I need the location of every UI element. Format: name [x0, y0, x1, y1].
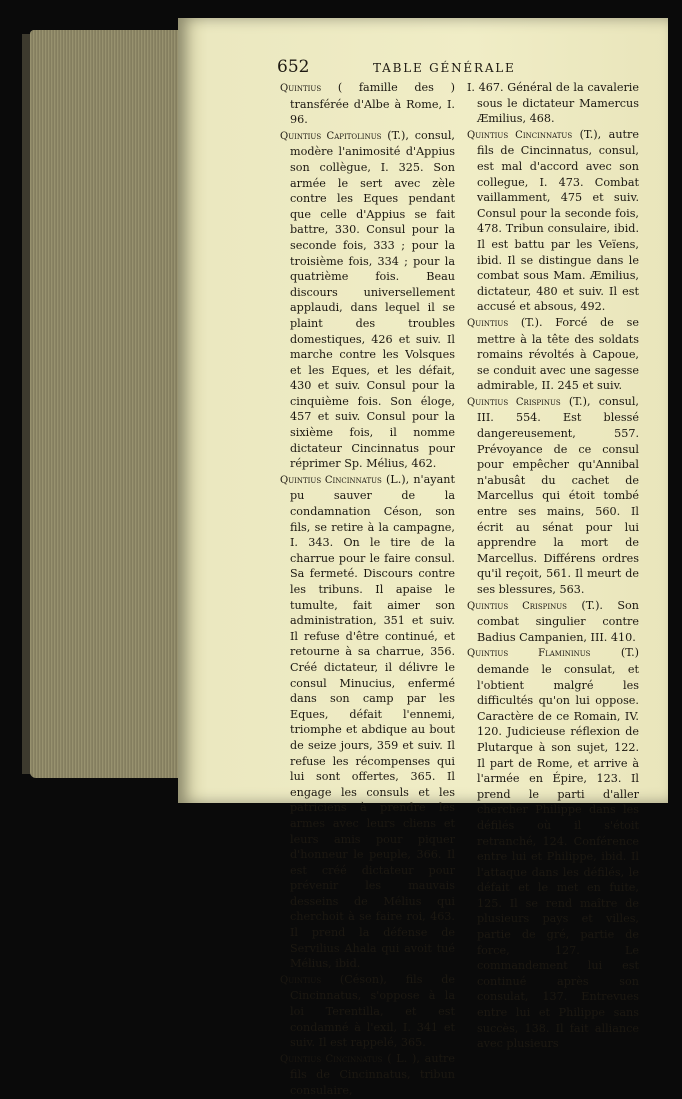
index-column-right [467, 80, 639, 1052]
entry-name: Quintius Cincinnatus [467, 129, 573, 141]
entry-text: ( famille des ) transférée d'Albe à Rome, I. 96. [290, 81, 455, 127]
entry-text: (T.). Forcé de se mettre à la tête des soldats romains révoltés à Capoue, se conduit avec une sagesse admirable, II. 245 et suiv. [477, 315, 640, 393]
entry-text: (L.), n'ayant pu sauver de la condamnation Céson, son fils, se retire à la campagne, I. 343. On le tire de la charrue pour le faire consul. Sa fermeté. Discours contre les tribuns. Il apaise le tumulte, fait aimer son administration, 351 et suiv. Il refuse d'être continué, et retourne à sa charrue, 356. Créé dictateur, il délivre le consul Minucius, enfermé dans son camp par les Eques, défait l'ennemi, triomphe et abdique au bout de seize jours, 359 et suiv. Il refuse les récompenses qui lui sont offertes, 365. Il engage les consuls et les patriciens à prendre les armes avec leurs cliens et leurs amis pour piquer d'honneur le peuple, 366. Il est créé dictateur pour prévenir les mauvais desseins de Mélius qui cherchoit à se faire roi, 463. Il prend la défense de Servilius Ahala qui avoit tué Mélius, ibid. [290, 472, 455, 971]
page-number: 652 [277, 57, 310, 77]
entry-name: Quintius Flamininus [467, 648, 591, 660]
index-entry [467, 394, 639, 598]
entry-name: Quintius Crispinus [467, 396, 561, 408]
index-entry [467, 127, 639, 315]
index-entry [467, 645, 639, 1051]
entry-name: Quintius [467, 317, 509, 329]
entry-name: Quintius Cincinnatus [280, 1053, 383, 1065]
entry-text: I. 467. Général de la cavalerie sous le dictateur Mamercus Æmilius, 468. [467, 81, 639, 126]
entry-text: (T.). Son combat singulier contre Badius Campanien, III. 410. [477, 598, 639, 644]
entry-name: Quintius [280, 83, 322, 94]
entry-name: Quintius [280, 974, 322, 986]
index-entry [467, 80, 639, 127]
entry-text: ( L. ), autre fils de Cincinnatus, tribun consulaire, [290, 1051, 456, 1097]
index-entry [280, 128, 455, 472]
entry-name: Quintius Crispinus [467, 600, 567, 612]
index-column-left [280, 80, 455, 1099]
index-entry [280, 472, 455, 972]
page-header [277, 57, 682, 77]
entry-text: (T.), consul, modère l'animosité d'Appius son collègue, I. 325. Son armée le sert avec zèle contre les Eques pendant que celle d'Appius se fait battre, 330. Consul pour la seconde fois, 333 ; pour la troisième fois, 334 ; pour la quatrième fois. Beau discours universellement applaudi, dans lequel il se plaint des troubles domestiques, 426 et suiv. Il marche contre les Volsques et les Eques, et les défait, 430 et suiv. Consul pour la cinquième fois. Son éloge, 457 et suiv. Consul pour la sixième fois, il nomme dictateur Cincinnatus pour réprimer Sp. Mélius, 462. [290, 128, 455, 471]
entry-text: (Céson), fils de Cincinnatus, s'oppose à la loi Terentilla, et est condamné à l'exil, I. 341 et suiv. Il est rappelé, 365. [290, 972, 455, 1050]
entry-text: (T.) demande le consulat, et l'obtient malgré les difficultés qu'on lui oppose. Caractère de ce Romain, IV. 120. Judicieuse réflexion de Plutarque à son sujet, 122. Il part de Rome, et arrive à l'armée en Épire, 123. Il prend le parti d'aller chercher Philippe dans les défilés où il s'étoit retranché, 124. Conférence entre lui et Philippe, ibid. Il l'attaque dans les défilés, le défait et le met en fuite, 125. Il se rend maître de plusieurs pays et villes, partie de gré, partie de force, 127. Le commandement lui est continué après son consulat, 137. Entrevues entre lui et Philippe sans succès, 138. Il fait alliance avec plusieurs [477, 646, 639, 1051]
index-entry [280, 1051, 455, 1099]
index-entry [280, 80, 455, 128]
index-entry [467, 315, 639, 394]
entry-name: Quintius Capitolinus [280, 130, 382, 142]
index-entry [280, 972, 455, 1051]
page-title: TABLE GÉNÉRALE [373, 61, 516, 75]
index-entry [467, 598, 639, 646]
entry-text: (T.), autre fils de Cincinnatus, consul, est mal d'accord avec son collegue, I. 473. Combat vaillamment, 475 et suiv. Consul pour la seconde fois, 478. Tribun consulaire, ibid. Il est battu par les Veïens, ibid. Il se distingue dans le combat sous Mam. Æmilius, dictateur, 480 et suiv. Il est accusé et absous, 492. [477, 127, 639, 314]
page-edges [30, 30, 180, 778]
entry-text: (T.), consul, III. 554. Est blessé dangereusement, 557. Prévoyance de ce consul pour empêcher qu'Annibal n'abusât du cachet de Marcellus qui étoit tombé entre ses mains, 560. Il écrit au sénat pour lui apprendre la mort de Marcellus. Différens ordres qu'il reçoit, 561. Il meurt de ses blessures, 563. [477, 394, 639, 596]
entry-name: Quintius Cincinnatus [280, 474, 382, 486]
